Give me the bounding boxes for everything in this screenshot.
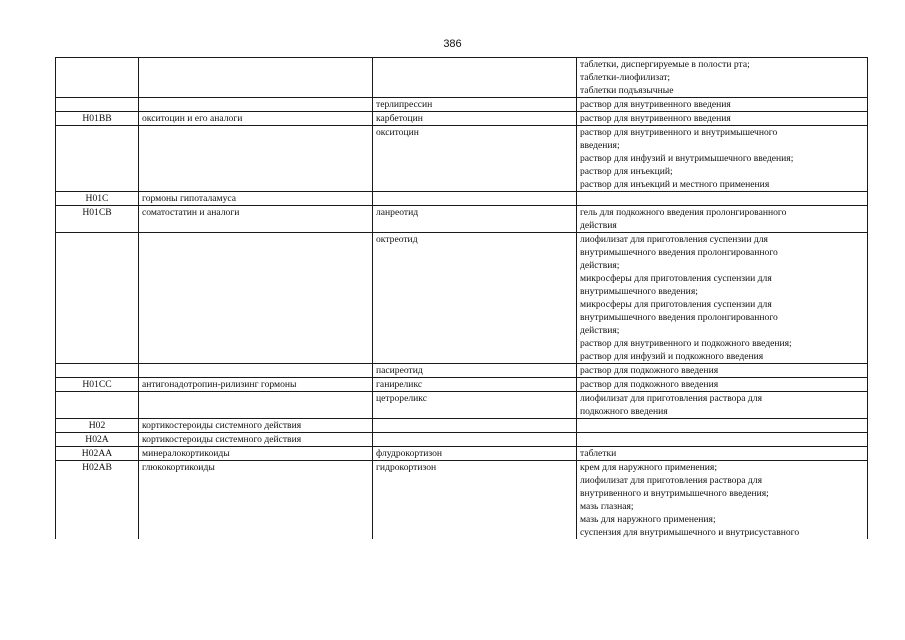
table-row [56, 126, 868, 192]
page-number: 386 [443, 38, 462, 50]
dosage-form-line: раствор для инфузий и подкожного введения [580, 351, 764, 362]
dosage-form-line: внутривенного и внутримышечного введения; [580, 488, 769, 499]
drug-name-cell [373, 58, 577, 98]
drug-name-cell: окситоцин [373, 126, 577, 192]
dosage-form-line: введения; [580, 140, 620, 151]
drug-name-cell: флудрокортизон [373, 447, 577, 461]
atc-code-cell [56, 233, 139, 364]
anatomical-therapeutic-group-cell: минералокортикоиды [139, 447, 373, 461]
dosage-forms-cell [577, 364, 868, 378]
dosage-form-line: таблетки, диспергируемые в полости рта; [580, 59, 750, 70]
atc-code-cell [56, 392, 139, 419]
table-row [56, 419, 868, 433]
dosage-form-line: лиофилизат для приготовления раствора для [580, 475, 762, 486]
dosage-forms-cell [577, 58, 868, 98]
anatomical-therapeutic-group-cell: окситоцин и его аналоги [139, 112, 373, 126]
anatomical-therapeutic-group-cell [139, 392, 373, 419]
empty-cell-filler [580, 419, 864, 432]
anatomical-therapeutic-group-cell [139, 126, 373, 192]
table-row [56, 98, 868, 112]
dosage-form-line: внутримышечного введения пролонгированного [580, 247, 778, 258]
dosage-form-line: таблетки-лиофилизат; [580, 72, 671, 83]
dosage-form-line: действия; [580, 260, 620, 271]
anatomical-therapeutic-group-cell: глюкокортикоиды [139, 461, 373, 540]
dosage-forms-cell [577, 461, 868, 540]
anatomical-therapeutic-group-cell: соматостатин и аналоги [139, 206, 373, 233]
drug-name-cell [373, 433, 577, 447]
drug-name-cell: ганиреликс [373, 378, 577, 392]
dosage-form-line: мазь для наружного применения; [580, 514, 716, 525]
dosage-form-line: раствор для подкожного введения [580, 379, 719, 390]
drug-name-cell: ланреотид [373, 206, 577, 233]
dosage-forms-cell [577, 419, 868, 433]
dosage-forms-cell [577, 233, 868, 364]
dosage-form-line: микросферы для приготовления суспензии для [580, 299, 772, 310]
empty-cell-filler [580, 192, 864, 205]
atc-code-cell [56, 126, 139, 192]
dosage-form-line: суспензия для внутримышечного и внутрисуставного [580, 527, 800, 538]
anatomical-therapeutic-group-cell [139, 98, 373, 112]
drug-name-cell: пасиреотид [373, 364, 577, 378]
dosage-form-line: внутримышечного введения; [580, 286, 698, 297]
dosage-form-line: раствор для внутривенного введения [580, 113, 731, 124]
atc-code-cell: H02AB [56, 461, 139, 540]
anatomical-therapeutic-group-cell: кортикостероиды системного действия [139, 433, 373, 447]
drug-name-cell: цетрореликс [373, 392, 577, 419]
anatomical-therapeutic-group-cell [139, 233, 373, 364]
table-row [56, 112, 868, 126]
dosage-form-line: раствор для подкожного введения [580, 365, 719, 376]
anatomical-therapeutic-group-cell: кортикостероиды системного действия [139, 419, 373, 433]
dosage-form-line: подкожного введения [580, 406, 668, 417]
anatomical-therapeutic-group-cell: гормоны гипоталамуса [139, 192, 373, 206]
dosage-form-line: раствор для внутривенного и подкожного введения; [580, 338, 792, 349]
dosage-form-line: раствор для внутривенного и внутримышечного [580, 127, 778, 138]
atc-code-cell [56, 58, 139, 98]
drug-name-cell: октреотид [373, 233, 577, 364]
dosage-form-line: крем для наружного применения; [580, 462, 717, 473]
atc-code-cell [56, 98, 139, 112]
table-row [56, 447, 868, 461]
atc-code-cell: H02A [56, 433, 139, 447]
table-body [56, 58, 868, 540]
dosage-forms-cell [577, 192, 868, 206]
drug-name-cell: гидрокортизон [373, 461, 577, 540]
dosage-form-line: таблетки подъязычные [580, 85, 674, 96]
dosage-form-line: раствор для инъекций; [580, 166, 673, 177]
dosage-forms-cell [577, 206, 868, 233]
table-row [56, 206, 868, 233]
dosage-forms-cell [577, 433, 868, 447]
atc-code-cell: H01CC [56, 378, 139, 392]
table-row [56, 364, 868, 378]
table-row [56, 192, 868, 206]
dosage-form-line: внутримышечного введения пролонгированного [580, 312, 778, 323]
atc-code-cell: H02AA [56, 447, 139, 461]
drug-name-cell: терлипрессин [373, 98, 577, 112]
dosage-forms-cell [577, 126, 868, 192]
dosage-form-line: раствор для инфузий и внутримышечного введения; [580, 153, 794, 164]
atc-code-cell [56, 364, 139, 378]
dosage-forms-cell [577, 98, 868, 112]
dosage-forms-cell [577, 392, 868, 419]
anatomical-therapeutic-group-cell [139, 58, 373, 98]
atc-code-cell: H01BB [56, 112, 139, 126]
atc-code-cell: H01CB [56, 206, 139, 233]
table-row [56, 58, 868, 98]
empty-cell-filler [580, 433, 864, 446]
dosage-form-line: раствор для внутривенного введения [580, 99, 731, 110]
dosage-form-line: раствор для инъекций и местного применения [580, 179, 770, 190]
dosage-forms-cell [577, 378, 868, 392]
anatomical-therapeutic-group-cell: антигонадотропин-рилизинг гормоны [139, 378, 373, 392]
dosage-form-line: лиофилизат для приготовления раствора для [580, 393, 762, 404]
dosage-form-line: действия; [580, 325, 620, 336]
dosage-forms-cell [577, 112, 868, 126]
atc-code-cell: H02 [56, 419, 139, 433]
table-row [56, 233, 868, 364]
dosage-forms-cell [577, 447, 868, 461]
dosage-form-line: микросферы для приготовления суспензии для [580, 273, 772, 284]
table-row [56, 433, 868, 447]
drug-name-cell [373, 419, 577, 433]
anatomical-therapeutic-group-cell [139, 364, 373, 378]
drug-name-cell [373, 192, 577, 206]
drug-list-table [55, 57, 868, 539]
dosage-form-line: действия [580, 220, 617, 231]
dosage-form-line: гель для подкожного введения пролонгированного [580, 207, 787, 218]
table-row [56, 392, 868, 419]
table-row [56, 461, 868, 540]
table-row [56, 378, 868, 392]
drug-name-cell: карбетоцин [373, 112, 577, 126]
atc-code-cell: H01C [56, 192, 139, 206]
dosage-form-line: таблетки [580, 448, 617, 459]
dosage-form-line: мазь глазная; [580, 501, 634, 512]
dosage-form-line: лиофилизат для приготовления суспензии для [580, 234, 768, 245]
